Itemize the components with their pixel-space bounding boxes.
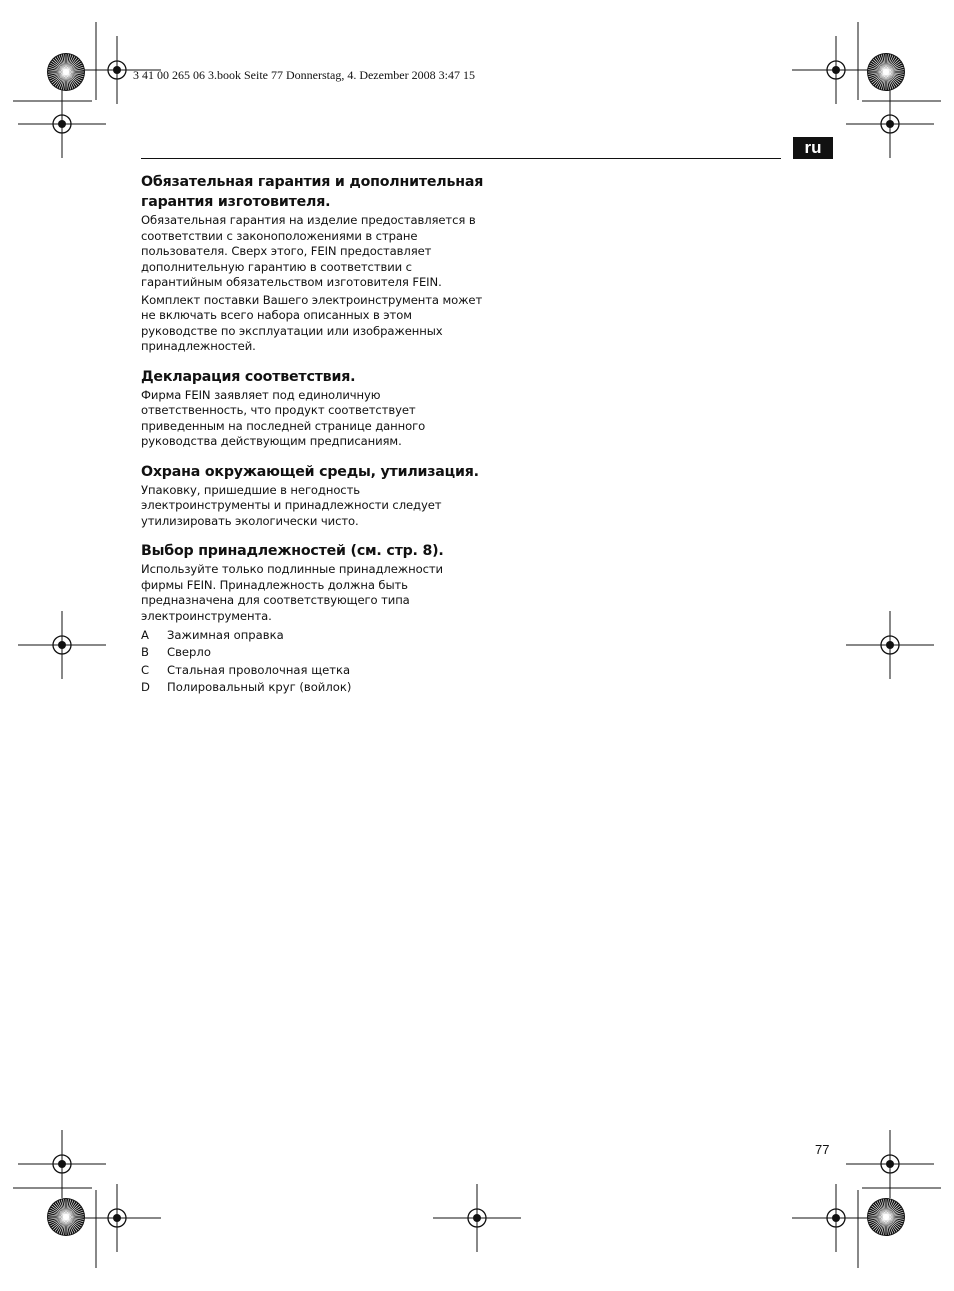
list-item xyxy=(141,627,486,644)
header-rule xyxy=(141,158,781,159)
item-letter: A xyxy=(141,628,149,642)
item-letter: C xyxy=(141,662,150,677)
list-item xyxy=(141,644,486,661)
list-item xyxy=(141,679,486,696)
section-title: Охрана окружающей среды, утилизация. xyxy=(141,463,479,480)
color-wheel-center xyxy=(883,69,889,75)
item-text: Полировальный круг (войлок) xyxy=(167,679,352,694)
paragraph: Фирма FEIN заявляет под единоличную ответственность, что продукт соответствует приведенным на последней странице данного руководства действующим предписаниям. xyxy=(141,387,426,448)
item-letter: D xyxy=(141,679,150,694)
main-content xyxy=(141,172,486,708)
registration-dot xyxy=(58,1160,66,1168)
section-title: Выбор принадлежностей (см. стр. 8). xyxy=(141,543,444,559)
registration-dot xyxy=(473,1214,481,1222)
registration-dot xyxy=(113,1214,121,1222)
item-text: Стальная проволочная щетка xyxy=(167,662,351,677)
registration-dot xyxy=(113,66,121,74)
language-badge: ru xyxy=(793,137,833,159)
item-text: Сверло xyxy=(167,645,211,660)
color-wheel-center xyxy=(883,1214,889,1220)
registration-dot xyxy=(832,1214,840,1222)
registration-dot xyxy=(886,1160,894,1168)
section-warranty xyxy=(141,172,486,355)
section-declaration xyxy=(141,367,486,450)
registration-dot xyxy=(58,641,66,649)
color-wheel-center xyxy=(63,69,69,75)
paragraph: Обязательная гарантия на изделие предоставляется в соответствии с законоположениями в стране пользователя. Сверх этого, FEIN предоставляет дополнительную гарантию в соответствии с гарантийным обязательством изготовителя FEIN. xyxy=(141,213,476,289)
section-title: Декларация соответствия. xyxy=(141,368,356,385)
section-title: Обязательная гарантия и дополнительная гарантия изготовителя. xyxy=(141,174,484,210)
registration-dot xyxy=(58,120,66,128)
registration-dot xyxy=(886,120,894,128)
page-number: 77 xyxy=(815,1142,830,1157)
section-environment xyxy=(141,462,486,530)
accessory-list xyxy=(141,627,486,696)
list-item xyxy=(141,662,486,679)
paragraph: Комплект поставки Вашего электроинструмента может не включать всего набора описанных в этом руководстве по эксплуатации или изображенных принадлежностей. xyxy=(141,292,483,353)
item-text: Зажимная оправка xyxy=(167,628,284,642)
registration-dot xyxy=(832,66,840,74)
color-wheel-center xyxy=(63,1214,69,1220)
section-accessories xyxy=(141,541,486,696)
print-file-info: 3 41 00 265 06 3.book Seite 77 Donnerstag, 4. Dezember 2008 3:47 15 xyxy=(133,68,475,82)
paragraph: Упаковку, пришедшие в негодность электроинструменты и принадлежности следует утилизировать экологически чисто. xyxy=(141,482,442,528)
item-letter: B xyxy=(141,645,149,660)
paragraph: Используйте только подлинные принадлежности фирмы FEIN. Принадлежность должна быть предназначена для соответствующего типа электроинструмента. xyxy=(141,562,443,623)
registration-dot xyxy=(886,641,894,649)
